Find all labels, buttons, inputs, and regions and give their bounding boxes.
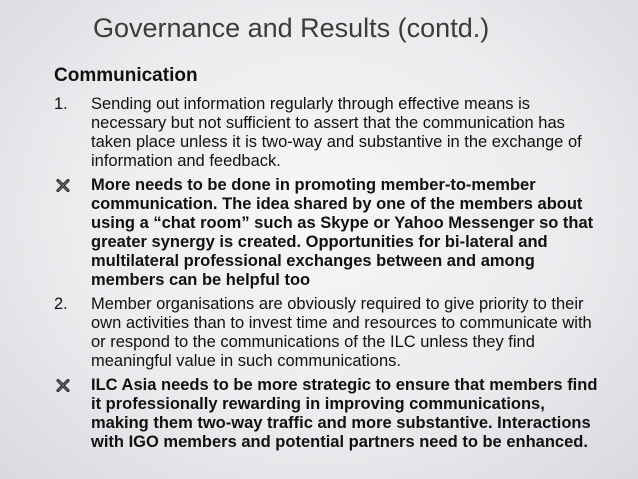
bullet-item-text: ILC Asia needs to be more strategic to ensure that members find it professionally rewarding in improving communications, making them two-way traffic and more substantive. Interactions with IGO members and potential partners need to be enhanced. [91,376,598,451]
list-item-1 [0,95,638,171]
list-number: 1. [54,95,68,113]
list-item-text: Sending out information regularly through effective means is necessary but not sufficient to assert that the communication has taken place unless it is two-way and substantive in the exchange of information and feedback. [91,95,582,170]
x-bullet-icon [56,179,70,192]
bullet-item-2 [0,376,638,452]
x-bullet-icon [56,379,70,392]
list-item-2 [0,295,638,371]
list-number: 2. [54,295,68,313]
slide-content [0,95,638,452]
slide-title: Governance and Results (contd.) [93,13,490,43]
bullet-item-1 [0,176,638,290]
section-heading: Communication [54,65,198,86]
list-item-text: Member organisations are obviously required to give priority to their own activities than to invest time and resources to communicate with or respond to the communications of the ILC unless they find meaningful value in such communications. [91,295,592,370]
bullet-item-text: More needs to be done in promoting member-to-member communication. The idea shared by one of the members about using a “chat room” such as Skype or Yahoo Messenger so that greater synergy is created. Opportunities for bi-lateral and multilateral professional exchanges between and among members can be helpful too [91,176,594,289]
